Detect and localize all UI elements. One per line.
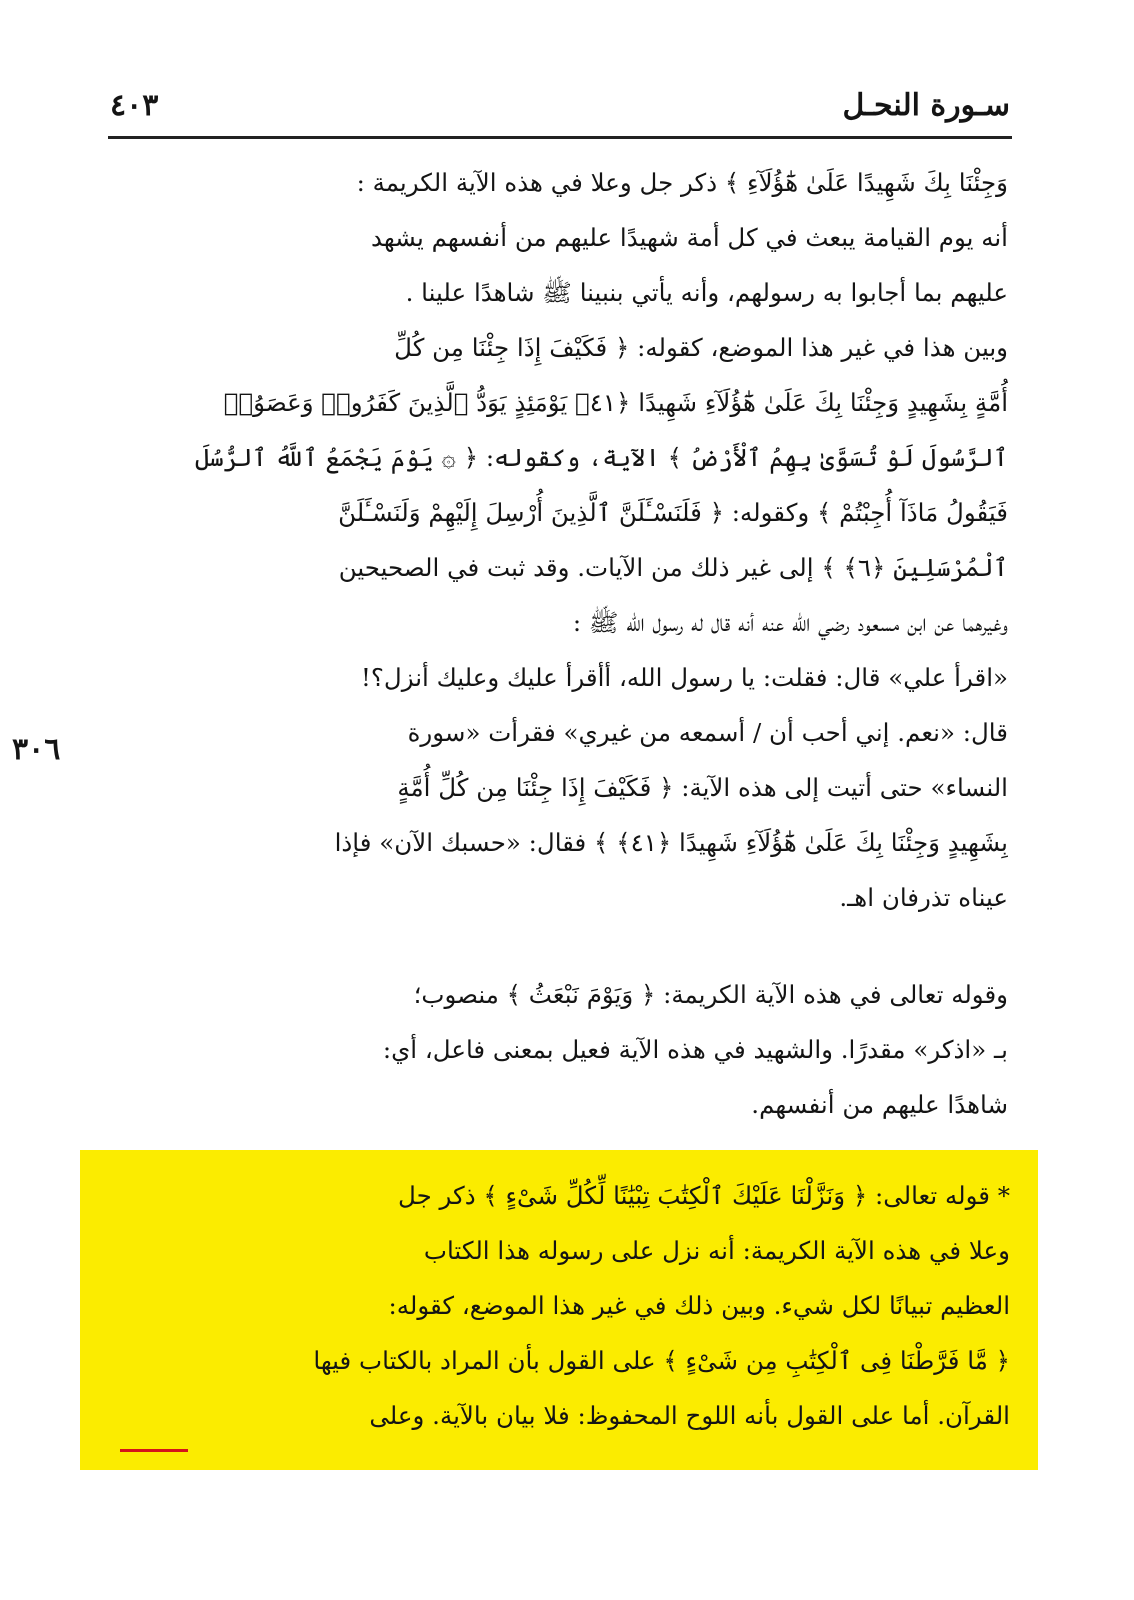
text-line: وَجِئْنَا بِكَ شَهِيدًا عَلَىٰ هَٰٓؤُلَآءِ ﴾ ذكر جل وعلا في هذه الآية الكريمة : <box>356 168 1008 197</box>
text-line: ٱلرَّسُولَ لَوْ تُسَوَّىٰ بِهِمُ ٱلْأَرْضُ ﴾ الآية، وكقوله: ﴿ ۞ يَوْمَ يَجْمَعُ ٱللَّهُ ٱلرُّسُلَ <box>195 443 1008 472</box>
text-line: * قوله تعالى: ﴿ وَنَزَّلْنَا عَلَيْكَ ٱلْكِتَٰبَ تِبْيَٰنًا لِّكُلِّ شَىْءٍ ﴾ ذكر جل <box>398 1181 1010 1210</box>
red-underline-mark <box>120 1449 188 1452</box>
text-line: عيناه تذرفان اهـ. <box>839 883 1008 912</box>
text-line: وبين هذا في غير هذا الموضع، كقوله: ﴿ فَكَيْفَ إِذَا جِئْنَا مِن كُلِّ <box>394 333 1008 362</box>
paragraph-1 <box>120 155 1008 925</box>
text-line: بـ «اذكر» مقدرًا. والشهيد في هذه الآية فعيل بمعنى فاعل، أي: <box>382 1035 1008 1064</box>
text-line: وغيرهما عن ابن مسعود رضي الله عنه أنه قال له رسول الله ﷺ : <box>572 608 1008 637</box>
text-line: ﴿ مَّا فَرَّطْنَا فِى ٱلْكِتَٰبِ مِن شَىْءٍ ﴾ على القول بأن المراد بالكتاب فيها <box>313 1346 1010 1375</box>
text-line: أنه يوم القيامة يبعث في كل أمة شهيدًا عليهم من أنفسهم يشهد <box>370 223 1008 252</box>
header-rule <box>108 136 1012 139</box>
page-header <box>110 88 1010 140</box>
text-line: عليهم بما أجابوا به رسولهم، وأنه يأتي بنبينا ﷺ شاهدًا علينا . <box>405 278 1008 307</box>
text-line: شاهدًا عليهم من أنفسهم. <box>751 1090 1008 1119</box>
surah-title: سـورة النحـل <box>842 88 1010 123</box>
text-line: فَيَقُولُ مَاذَآ أُجِبْتُمْ ﴾ وكقوله: ﴿ فَلَنَسْـَٔلَنَّ ٱلَّذِينَ أُرْسِلَ إِلَيْهِمْ وَلَنَسْـَٔلَنَّ <box>338 498 1008 527</box>
text-line: بِشَهِيدٍ وَجِئْنَا بِكَ عَلَىٰ هَٰٓؤُلَآءِ شَهِيدًا ﴿٤١﴾ ﴾ فقال: «حسبك الآن» فإذا <box>334 828 1008 857</box>
text-line: ٱلْمُرْسَلِينَ ﴿٦﴾ ﴾ إلى غير ذلك من الآيات. وقد ثبت في الصحيحين <box>338 553 1008 582</box>
text-line: العظيم تبيانًا لكل شيء. وبين ذلك في غير هذا الموضع، كقوله: <box>388 1291 1010 1320</box>
text-line: وقوله تعالى في هذه الآية الكريمة: ﴿ وَيَوْمَ نَبْعَثُ ﴾ منصوب؛ <box>413 980 1008 1009</box>
text-line: أُمَّةٍ بِشَهِيدٍ وَجِئْنَا بِكَ عَلَىٰ هَٰٓؤُلَآءِ شَهِيدًا ﴿٤١﴾ يَوْمَئِذٍ يَوَدُّ ٱلَّذِينَ كَفَرُوا۟ وَعَصَوُا۟ <box>223 388 1008 417</box>
highlighted-paragraph <box>118 1168 1010 1443</box>
text-line: «اقرأ علي» قال: فقلت: يا رسول الله، أأقرأ عليك وعليك أنزل؟! <box>361 663 1008 692</box>
text-line: قال: «نعم. إني أحب أن / أسمعه من غيري» فقرأت «سورة <box>407 718 1008 747</box>
paragraph-2 <box>120 967 1008 1132</box>
text-line: وعلا في هذه الآية الكريمة: أنه نزل على رسوله هذا الكتاب <box>423 1236 1010 1265</box>
margin-page-reference: ٣٠٦ <box>12 732 61 767</box>
page-number: ٤٠٣ <box>110 88 159 123</box>
text-line: النساء» حتى أتيت إلى هذه الآية: ﴿ فَكَيْفَ إِذَا جِئْنَا مِن كُلِّ أُمَّةٍ <box>397 773 1008 802</box>
text-line: القرآن. أما على القول بأنه اللوح المحفوظ: فلا بيان بالآية. وعلى <box>369 1401 1010 1430</box>
